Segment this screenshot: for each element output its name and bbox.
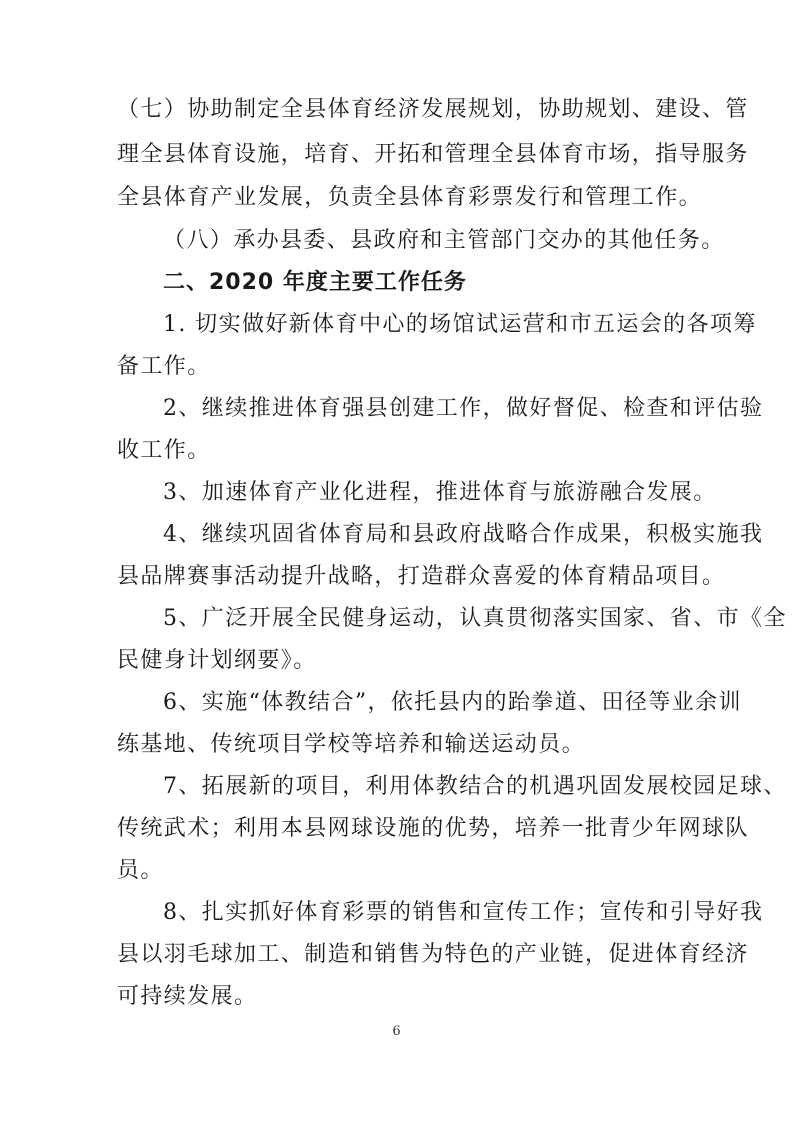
section-heading: 二、2020 年度主要工作任务 xyxy=(163,270,467,295)
paragraph-8-line-1: （八）承办县委、县政府和主管部门交办的其他任务。 xyxy=(163,228,725,253)
task-2-line-2: 收工作。 xyxy=(117,438,211,463)
task-4-line-1: 4、继续巩固省体育局和县政府战略合作成果，积极实施我 xyxy=(163,522,764,547)
task-8-line-2: 县以羽毛球加工、制造和销售为特色的产业链，促进体育经济 xyxy=(117,942,749,967)
task-3-line-1: 3、加速体育产业化进程，推进体育与旅游融合发展。 xyxy=(163,480,717,505)
task-1-line-1: 1. 切实做好新体育中心的场馆试运营和市五运会的各项筹 xyxy=(163,312,757,337)
paragraph-7-line-2: 理全县体育设施，培育、开拓和管理全县体育市场，指导服务 xyxy=(117,142,749,167)
task-7-line-3: 员。 xyxy=(117,858,164,883)
page-number: 6 xyxy=(392,1024,401,1039)
paragraph-7-line-1: （七）协助制定全县体育经济发展规划，协助规划、建设、管 xyxy=(117,97,749,122)
task-5-line-2: 民健身计划纲要》。 xyxy=(117,648,317,673)
task-1-line-2: 备工作。 xyxy=(117,354,211,379)
task-7-line-2: 传统武术；利用本县网球设施的优势，培养一批青少年网球队 xyxy=(117,816,749,841)
task-4-line-2: 县品牌赛事活动提升战略，打造群众喜爱的体育精品项目。 xyxy=(117,564,726,589)
task-2-line-1: 2、继续推进体育强县创建工作，做好督促、检查和评估验 xyxy=(163,396,764,421)
task-6-line-2: 练基地、传统项目学校等培养和输送运动员。 xyxy=(117,732,586,757)
task-5-line-1: 5、广泛开展全民健身运动，认真贯彻落实国家、省、市《全 xyxy=(163,606,787,631)
task-8-line-3: 可持续发展。 xyxy=(117,984,258,1009)
paragraph-7-line-3: 全县体育产业发展，负责全县体育彩票发行和管理工作。 xyxy=(117,185,703,210)
task-6-line-1: 6、实施“体教结合”，依托县内的跆拳道、田径等业余训 xyxy=(163,690,742,715)
task-8-line-1: 8、扎实抓好体育彩票的销售和宣传工作；宣传和引导好我 xyxy=(163,900,764,925)
task-7-line-1: 7、拓展新的项目，利用体教结合的机遇巩固发展校园足球、 xyxy=(163,774,787,799)
